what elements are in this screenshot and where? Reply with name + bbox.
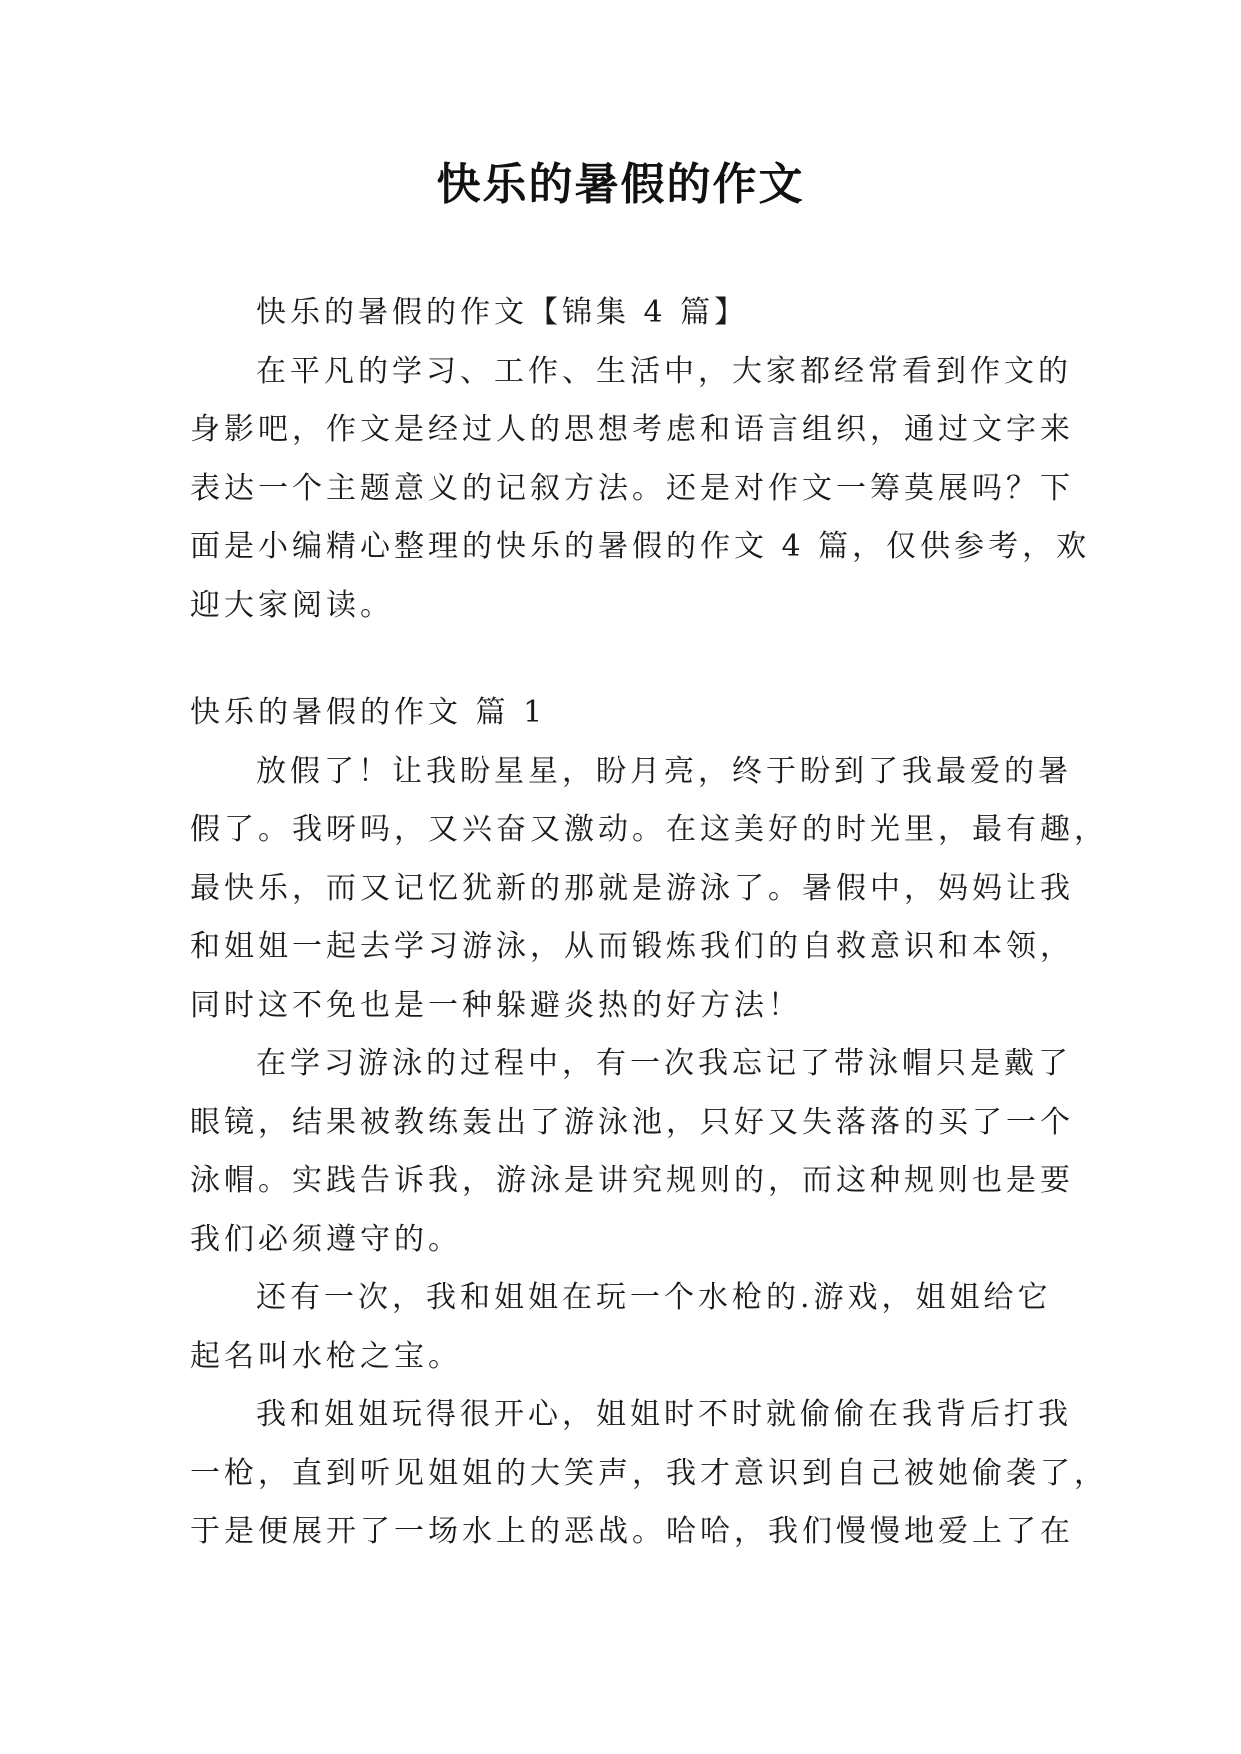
intro-paragraph [190,343,1091,636]
intro-line: 身影吧，作文是经过人的思想考虑和语言组织，通过文字来 [190,412,1074,447]
paragraph-line: 起名叫水枪之宝。 [190,1338,462,1374]
body-paragraph [190,1035,1074,1269]
section-heading: 快乐的暑假的作文 篇 1 [190,695,547,730]
paragraph-line: 于是便展开了一场水上的恶战。哈哈，我们慢慢地爱上了在 [190,1514,1074,1549]
paragraph-line: 同时这不免也是一种躲避炎热的好方法！ [190,987,802,1023]
paragraph-line: 泳帽。实践告诉我，游泳是讲究规则的，而这种规则也是要 [190,1163,1074,1198]
paragraph-line: 我们必须遵守的。 [190,1221,462,1257]
intro-line: 表达一个主题意义的记叙方法。还是对作文一筹莫展吗？下 [190,470,1074,506]
paragraph-line: 我和姐姐玩得很开心，姐姐时不时就偷偷在我背后打我 [256,1397,1072,1432]
intro-line: 面是小编精心整理的快乐的暑假的作文 4 篇，仅供参考，欢 [190,529,1091,564]
paragraph-line: 假了。我呀吗，又兴奋又激动。在这美好的时光里，最有趣， [190,812,1108,847]
paragraph-line: 放假了！让我盼星星，盼月亮，终于盼到了我最爱的暑 [256,753,1072,789]
body-paragraph [190,1386,1108,1562]
intro-line: 在平凡的学习、工作、生活中，大家都经常看到作文的 [256,353,1072,389]
paragraph-line: 眼镜，结果被教练轰出了游泳池，只好又失落落的买了一个 [190,1104,1074,1140]
paragraph-line: 还有一次，我和姐姐在玩一个水枪的.游戏，姐姐给它 [256,1280,1052,1315]
body-paragraph [190,1269,1050,1386]
document-body [190,284,1108,1562]
document-title: 快乐的暑假的作文 [436,159,805,210]
paragraph-line: 一枪，直到听见姐姐的大笑声，我才意识到自己被她偷袭了， [190,1455,1108,1491]
document-subtitle: 快乐的暑假的作文【锦集 4 篇】 [256,295,749,330]
paragraph-line: 和姐姐一起去学习游泳，从而锻炼我们的自救意识和本领， [190,929,1074,964]
body-paragraph [190,743,1108,1036]
intro-line: 迎大家阅读。 [190,587,394,623]
paragraph-line: 在学习游泳的过程中，有一次我忘记了带泳帽只是戴了 [256,1046,1072,1081]
paragraph-line: 最快乐，而又记忆犹新的那就是游泳了。暑假中，妈妈让我 [190,870,1074,906]
section-spacer [190,635,1050,684]
